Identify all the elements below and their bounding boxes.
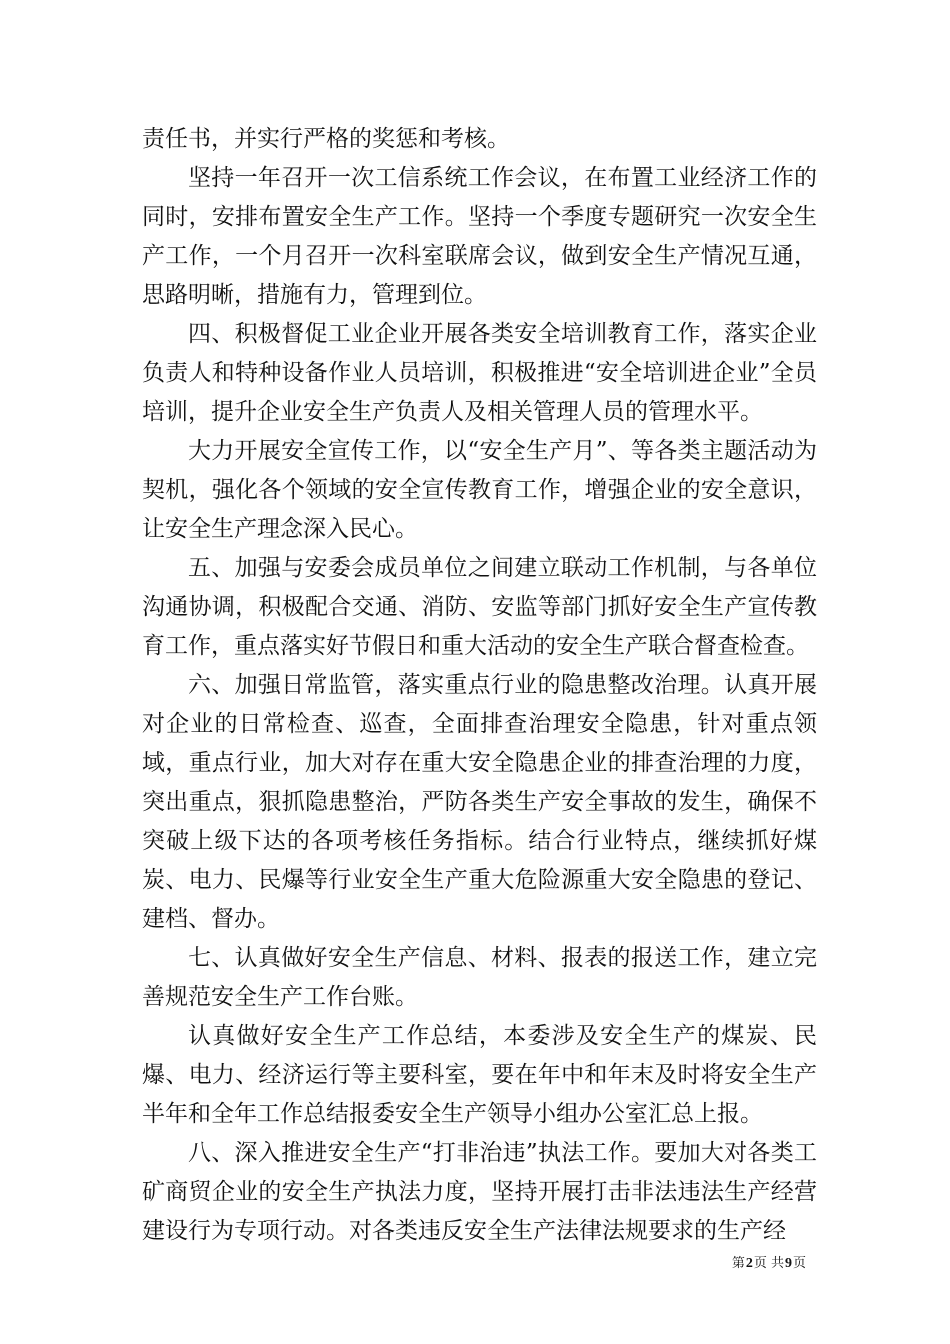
paragraph: 认真做好安全生产工作总结，本委涉及安全生产的煤炭、民爆、电力、经济运行等主要科室，要在年中和年末及时将安全生产半年和全年工作总结报委安全生产领导小组办公室汇总上报。 bbox=[142, 1023, 817, 1127]
footer-prefix: 第 bbox=[731, 1256, 745, 1271]
paragraph: 大力开展安全宣传工作，以“安全生产月”、等各类主题活动为契机，强化各个领域的安全宣传教育工作，增强企业的安全意识，让安全生产理念深入民心。 bbox=[142, 438, 817, 542]
footer-middle: 页 共 bbox=[753, 1256, 784, 1271]
paragraph: 七、认真做好安全生产信息、材料、报表的报送工作，建立完善规范安全生产工作台账。 bbox=[142, 945, 817, 1010]
total-page-number: 9 bbox=[784, 1256, 792, 1271]
paragraph: 坚持一年召开一次工信系统工作会议，在布置工业经济工作的同时，安排布置安全生产工作。坚持一个季度专题研究一次安全生产工作，一个月召开一次科室联席会议，做到安全生产情况互通，思路明晰，措施有力，管理到位。 bbox=[142, 165, 817, 308]
page-footer bbox=[732, 1252, 806, 1272]
paragraph: 四、积极督促工业企业开展各类安全培训教育工作，落实企业负责人和特种设备作业人员培训，积极推进“安全培训进企业”全员培训，提升企业安全生产负责人及相关管理人员的管理水平。 bbox=[142, 321, 817, 425]
paragraph: 八、深入推进安全生产“打非治违”执法工作。要加大对各类工矿商贸企业的安全生产执法力度，坚持开展打击非法违法生产经营建设行为专项行动。对各类违反安全生产法律法规要求的生产经 bbox=[142, 1140, 817, 1244]
paragraph: 六、加强日常监管，落实重点行业的隐患整改治理。认真开展对企业的日常检查、巡查，全面排查治理安全隐患，针对重点领域，重点行业，加大对存在重大安全隐患企业的排查治理的力度，突出重点，狠抓隐患整治，严防各类生产安全事故的发生，确保不突破上级下达的各项考核任务指标。结合行业特点，继续抓好煤炭、电力、民爆等行业安全生产重大危险源重大安全隐患的登记、建档、督办。 bbox=[142, 672, 817, 932]
paragraph: 五、加强与安委会成员单位之间建立联动工作机制，与各单位沟通协调，积极配合交通、消防、安监等部门抓好安全生产宣传教育工作，重点落实好节假日和重大活动的安全生产联合督查检查。 bbox=[142, 555, 817, 659]
footer-suffix: 页 bbox=[792, 1256, 806, 1271]
paragraph-continuation: 责任书，并实行严格的奖惩和考核。 bbox=[142, 126, 510, 152]
current-page-number: 2 bbox=[745, 1256, 753, 1271]
body-text bbox=[142, 120, 817, 1251]
